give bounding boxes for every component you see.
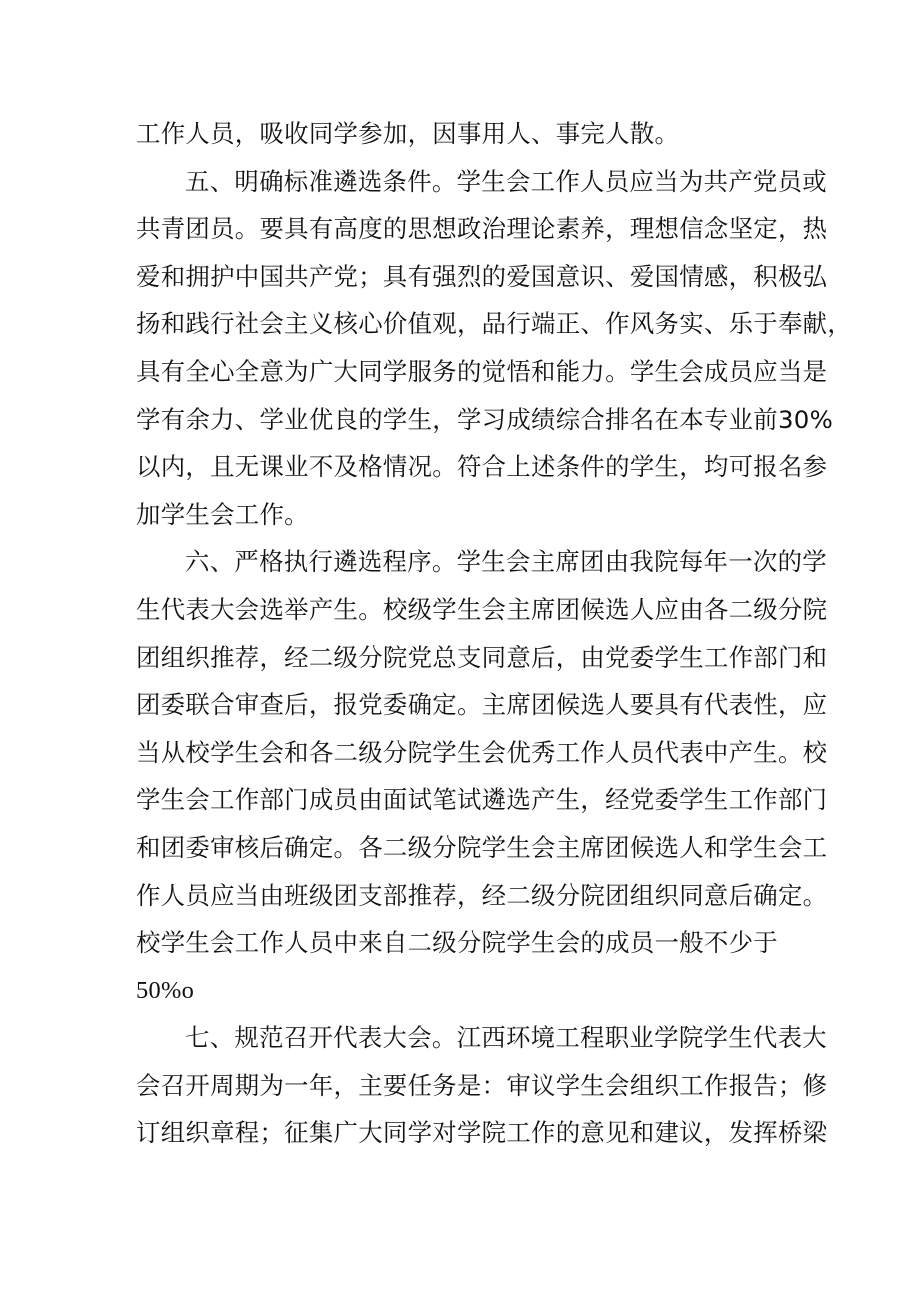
text-line-19: 50%o	[136, 976, 195, 1004]
text-line-5: 扬和践行社会主义核心价值观，品行端正、作风务实、乐于奉献，	[136, 309, 853, 339]
body-text	[136, 110, 853, 1157]
text-line-7: 学有余力、学业优良的学生，学习成绩综合排名在本专业前30%	[136, 404, 834, 434]
text-line-14: 当从校学生会和各二级分院学生会优秀工作人员代表中产生。校	[136, 737, 828, 767]
text-line-6: 具有全心全意为广大同学服务的觉悟和能力。学生会成员应当是	[136, 356, 828, 386]
text-line-8: 以内，且无课业不及格情况。符合上述条件的学生，均可报名参	[136, 452, 828, 482]
text-line-22: 订组织章程；征集广大同学对学院工作的意见和建议，发挥桥梁	[136, 1118, 828, 1148]
text-line-2: 五、明确标准遴选条件。学生会工作人员应当为共产党员或	[185, 166, 827, 196]
text-line-18: 校学生会工作人员中来自二级分院学生会的成员一般不少于	[136, 928, 778, 958]
text-line-13: 团委联合审查后，报党委确定。主席团候选人要具有代表性，应	[136, 690, 828, 720]
text-line-3: 共青团员。要具有高度的思想政治理论素养，理想信念坚定，热	[136, 214, 828, 244]
text-line-17: 作人员应当由班级团支部推荐，经二级分院团组织同意后确定。	[136, 880, 828, 910]
text-line-4: 爱和拥护中国共产党；具有强烈的爱国意识、爱国情感，积极弘	[136, 261, 828, 291]
text-line-20: 七、规范召开代表大会。江西环境工程职业学院学生代表大	[185, 1023, 827, 1053]
text-line-1: 工作人员，吸收同学参加，因事用人、事完人散。	[136, 119, 680, 148]
text-line-15: 学生会工作部门成员由面试笔试遴选产生，经党委学生工作部门	[136, 785, 828, 815]
text-line-9: 加学生会工作。	[136, 499, 309, 529]
text-line-21: 会召开周期为一年，主要任务是：审议学生会组织工作报告；修	[136, 1070, 828, 1100]
text-line-12: 团组织推荐，经二级分院党总支同意后，由党委学生工作部门和	[136, 642, 828, 672]
text-line-16: 和团委审核后确定。各二级分院学生会主席团候选人和学生会工	[136, 832, 828, 862]
text-line-10: 六、严格执行遴选程序。学生会主席团由我院每年一次的学	[185, 547, 827, 577]
text-line-11: 生代表大会选举产生。校级学生会主席团候选人应由各二级分院	[136, 594, 828, 624]
